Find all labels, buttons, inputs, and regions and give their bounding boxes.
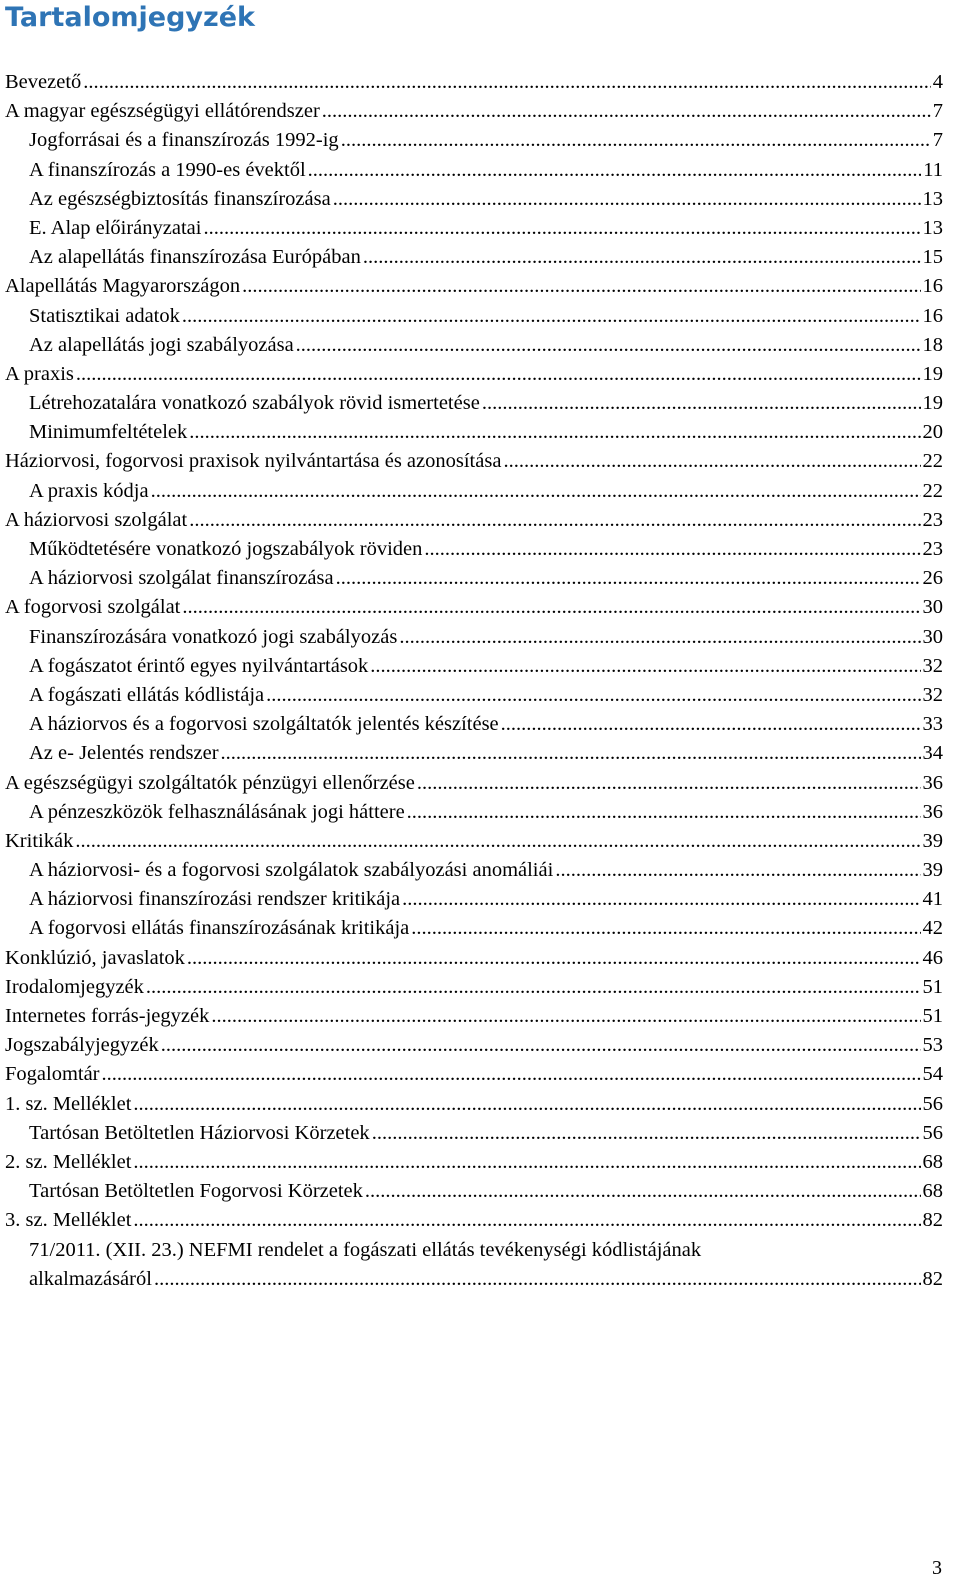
toc-entry-page: 68 [922, 1150, 943, 1173]
toc-entry-label: A egészségügyi szolgáltatók pénzügyi ellenőrzése [5, 771, 415, 794]
toc-entry-label: A fogászatot érintő egyes nyilvántartások [29, 654, 369, 677]
table-of-contents [5, 68, 943, 1294]
toc-entry[interactable] [5, 302, 943, 331]
toc-entry-page: 15 [922, 246, 943, 269]
toc-entry-page: 22 [922, 479, 943, 502]
toc-entry[interactable] [5, 739, 943, 768]
toc-entry[interactable] [5, 710, 943, 739]
toc-entry[interactable] [5, 447, 943, 476]
toc-entry[interactable] [5, 1177, 943, 1206]
dot-leader [182, 302, 921, 331]
toc-entry-label: Háziorvosi, fogorvosi praxisok nyilvántartása és azonosítása [5, 450, 502, 473]
dot-leader [242, 272, 920, 301]
toc-entry-page: 22 [922, 450, 943, 473]
toc-entry-page: 18 [922, 333, 943, 356]
toc-entry-label: A fogorvosi ellátás finanszírozásának kritikája [29, 917, 410, 940]
toc-entry-page: 53 [922, 1034, 943, 1057]
toc-entry-label: A fogorvosi szolgálat [5, 596, 181, 619]
toc-entry-page: 16 [922, 275, 943, 298]
dot-leader [296, 331, 921, 360]
toc-entry[interactable] [5, 1119, 943, 1148]
dot-leader [482, 389, 921, 418]
toc-entry-label: Az alapellátás finanszírozása Európában [29, 246, 361, 269]
toc-entry-page: 33 [922, 713, 943, 736]
toc-entry-page: 32 [922, 654, 943, 677]
toc-entry-label: A háziorvosi szolgálat finanszírozása [29, 567, 334, 590]
toc-entry-page: 36 [922, 800, 943, 823]
toc-entry-page: 56 [922, 1092, 943, 1115]
toc-entry-page: 16 [922, 304, 943, 327]
toc-entry-label: Internetes forrás-jegyzék [5, 1005, 210, 1027]
dot-leader [322, 97, 931, 126]
toc-entry-page: 82 [922, 1267, 943, 1290]
dot-leader [161, 1031, 921, 1060]
dot-leader [203, 214, 920, 243]
toc-entry-label: Működtetésére vonatkozó jogszabályok röviden [29, 538, 423, 560]
toc-entry-page: 7 [932, 129, 943, 152]
toc-entry-page: 51 [922, 975, 943, 998]
toc-entry-label: Tartósan Betöltetlen Fogorvosi Körzetek [29, 1180, 363, 1203]
toc-entry[interactable] [5, 68, 943, 97]
dot-leader [182, 593, 920, 622]
toc-entry[interactable] [5, 1002, 943, 1031]
toc-entry[interactable] [5, 97, 943, 126]
toc-entry-page: 46 [922, 946, 943, 969]
toc-entry-label: Az alapellátás jogi szabályozása [29, 333, 294, 356]
dot-leader [341, 126, 931, 155]
toc-entry[interactable] [5, 681, 943, 710]
dot-leader [424, 535, 920, 564]
dot-leader [75, 827, 920, 856]
toc-entry-label: Bevezető [5, 71, 82, 93]
toc-entry-label: Konklúzió, javaslatok [5, 946, 185, 969]
toc-entry-label: A praxis [5, 362, 74, 385]
toc-entry-page: 51 [922, 1005, 943, 1027]
toc-entry[interactable] [5, 214, 943, 243]
toc-entry[interactable] [5, 914, 943, 943]
toc-entry-page: 82 [922, 1209, 943, 1232]
dot-leader [151, 477, 921, 506]
dot-leader [308, 156, 922, 185]
toc-entry-label: A magyar egészségügyi ellátórendszer [5, 100, 320, 123]
dot-leader [154, 1265, 921, 1294]
toc-entry[interactable] [5, 944, 943, 973]
toc-entry[interactable] [5, 856, 943, 885]
toc-entry[interactable] [5, 331, 943, 360]
dot-leader [503, 447, 920, 476]
dot-leader [363, 243, 921, 272]
toc-entry[interactable] [5, 126, 943, 155]
toc-entry-page: 19 [922, 362, 943, 385]
toc-entry-label: Az e- Jelentés rendszer [29, 742, 219, 765]
dot-leader [133, 1148, 920, 1177]
dot-leader [133, 1206, 920, 1235]
toc-entry[interactable] [5, 1031, 943, 1060]
dot-leader [211, 1002, 920, 1031]
toc-entry[interactable] [5, 885, 943, 914]
toc-entry-label: 1. sz. Melléklet [5, 1092, 132, 1115]
toc-entry-label: Az egészségbiztosítás finanszírozása [29, 187, 331, 210]
toc-entry-page: 39 [922, 829, 943, 852]
toc-entry-page: 4 [932, 71, 943, 93]
toc-entry[interactable] [5, 652, 943, 681]
toc-entry-label: A háziorvosi szolgálat [5, 508, 188, 531]
toc-entry[interactable] [5, 243, 943, 272]
dot-leader [189, 418, 920, 447]
toc-entry-page: 30 [922, 625, 943, 648]
toc-entry-label: A háziorvos és a fogorvosi szolgáltatók jelentés készítése [29, 713, 499, 736]
toc-entry[interactable] [5, 1090, 943, 1119]
page-title: Tartalomjegyzék [5, 2, 256, 33]
dot-leader [372, 1119, 921, 1148]
toc-entry[interactable] [5, 623, 943, 652]
toc-entry-label: Irodalomjegyzék [5, 975, 144, 998]
dot-leader [370, 652, 920, 681]
toc-entry-label: Alapellátás Magyarországon [5, 275, 241, 298]
toc-entry-multiline[interactable] [5, 1236, 943, 1294]
toc-entry-label: A fogászati ellátás kódlistája [29, 683, 265, 706]
toc-entry-label: A pénzeszközök felhasználásának jogi háttere [29, 800, 405, 823]
toc-entry-label: Statisztikai adatok [29, 304, 180, 327]
toc-entry[interactable] [5, 827, 943, 856]
toc-entry-page: 13 [922, 216, 943, 239]
dot-leader [365, 1177, 921, 1206]
toc-entry[interactable] [5, 535, 943, 564]
dot-leader [411, 914, 920, 943]
toc-entry-page: 54 [922, 1063, 943, 1086]
toc-entry-page: 32 [922, 683, 943, 706]
toc-entry-page: 13 [922, 187, 943, 210]
toc-entry[interactable] [5, 185, 943, 214]
toc-entry-page: 56 [922, 1121, 943, 1144]
toc-entry[interactable] [5, 506, 943, 535]
toc-entry-label: Jogforrásai és a finanszírozás 1992-ig [29, 129, 339, 152]
toc-entry-label: A háziorvosi finanszírozási rendszer kritikája [29, 888, 401, 911]
toc-entry-page: 42 [922, 917, 943, 940]
toc-entry-label: Finanszírozására vonatkozó jogi szabályozás [29, 625, 398, 648]
toc-entry[interactable] [5, 769, 943, 798]
dot-leader [333, 185, 921, 214]
toc-entry-page: 20 [922, 421, 943, 444]
toc-entry[interactable] [5, 477, 943, 506]
toc-entry-label: A praxis kódja [29, 479, 149, 502]
toc-entry-page: 68 [922, 1180, 943, 1203]
toc-entry-page: 23 [922, 538, 943, 560]
dot-leader [83, 68, 930, 97]
toc-entry-page: 7 [932, 100, 943, 123]
toc-entry-label: E. Alap előirányzatai [29, 216, 202, 239]
toc-entry-label: 2. sz. Melléklet [5, 1150, 132, 1173]
toc-entry-label: A finanszírozás a 1990-es évektől [29, 158, 306, 181]
toc-entry-page: 34 [922, 742, 943, 765]
toc-entry-page: 39 [922, 859, 943, 882]
dot-leader [221, 739, 921, 768]
toc-entry[interactable] [5, 1060, 943, 1089]
toc-entry[interactable] [5, 973, 943, 1002]
dot-leader [417, 769, 921, 798]
toc-entry-label: A háziorvosi- és a fogorvosi szolgálatok szabályozási anomáliái [29, 859, 554, 882]
page-number: 3 [932, 1557, 942, 1579]
dot-leader [407, 798, 921, 827]
toc-entry[interactable] [5, 798, 943, 827]
toc-entry-label: 3. sz. Melléklet [5, 1209, 132, 1232]
toc-entry-page: 19 [922, 392, 943, 415]
toc-entry[interactable] [5, 1148, 943, 1177]
toc-entry[interactable] [5, 1206, 943, 1235]
dot-leader [399, 623, 920, 652]
dot-leader [501, 710, 921, 739]
toc-entry[interactable] [5, 272, 943, 301]
dot-leader [336, 564, 921, 593]
toc-entry-label: Tartósan Betöltetlen Háziorvosi Körzetek [29, 1121, 370, 1144]
toc-entry-page: 36 [922, 771, 943, 794]
toc-entry[interactable] [5, 593, 943, 622]
toc-entry-label: Fogalomtár [5, 1063, 100, 1086]
toc-entry-label: Minimumfeltételek [29, 421, 188, 444]
toc-entry[interactable] [5, 564, 943, 593]
toc-entry-page: 30 [922, 596, 943, 619]
toc-entry-page: 11 [923, 158, 943, 181]
dot-leader [146, 973, 921, 1002]
dot-leader [266, 681, 920, 710]
dot-leader [189, 506, 920, 535]
toc-entry[interactable] [5, 360, 943, 389]
toc-entry-page: 41 [922, 888, 943, 911]
toc-entry[interactable] [5, 418, 943, 447]
toc-entry-page: 23 [922, 508, 943, 531]
dot-leader [76, 360, 921, 389]
toc-entry-page: 26 [922, 567, 943, 590]
dot-leader [555, 856, 920, 885]
toc-entry-label-line2: alkalmazásáról [29, 1267, 152, 1290]
toc-entry[interactable] [5, 389, 943, 418]
dot-leader [133, 1090, 920, 1119]
dot-leader [402, 885, 920, 914]
dot-leader [102, 1060, 921, 1089]
toc-entry-label-line1: 71/2011. (XII. 23.) NEFMI rendelet a fogászati ellátás tevékenységi kódlistájának [29, 1238, 702, 1261]
dot-leader [187, 944, 921, 973]
toc-entry-label: Jogszabályjegyzék [5, 1034, 159, 1057]
toc-entry-label: Létrehozatalára vonatkozó szabályok rövid ismertetése [29, 392, 480, 415]
toc-entry-label: Kritikák [5, 829, 74, 852]
toc-entry[interactable] [5, 156, 943, 185]
